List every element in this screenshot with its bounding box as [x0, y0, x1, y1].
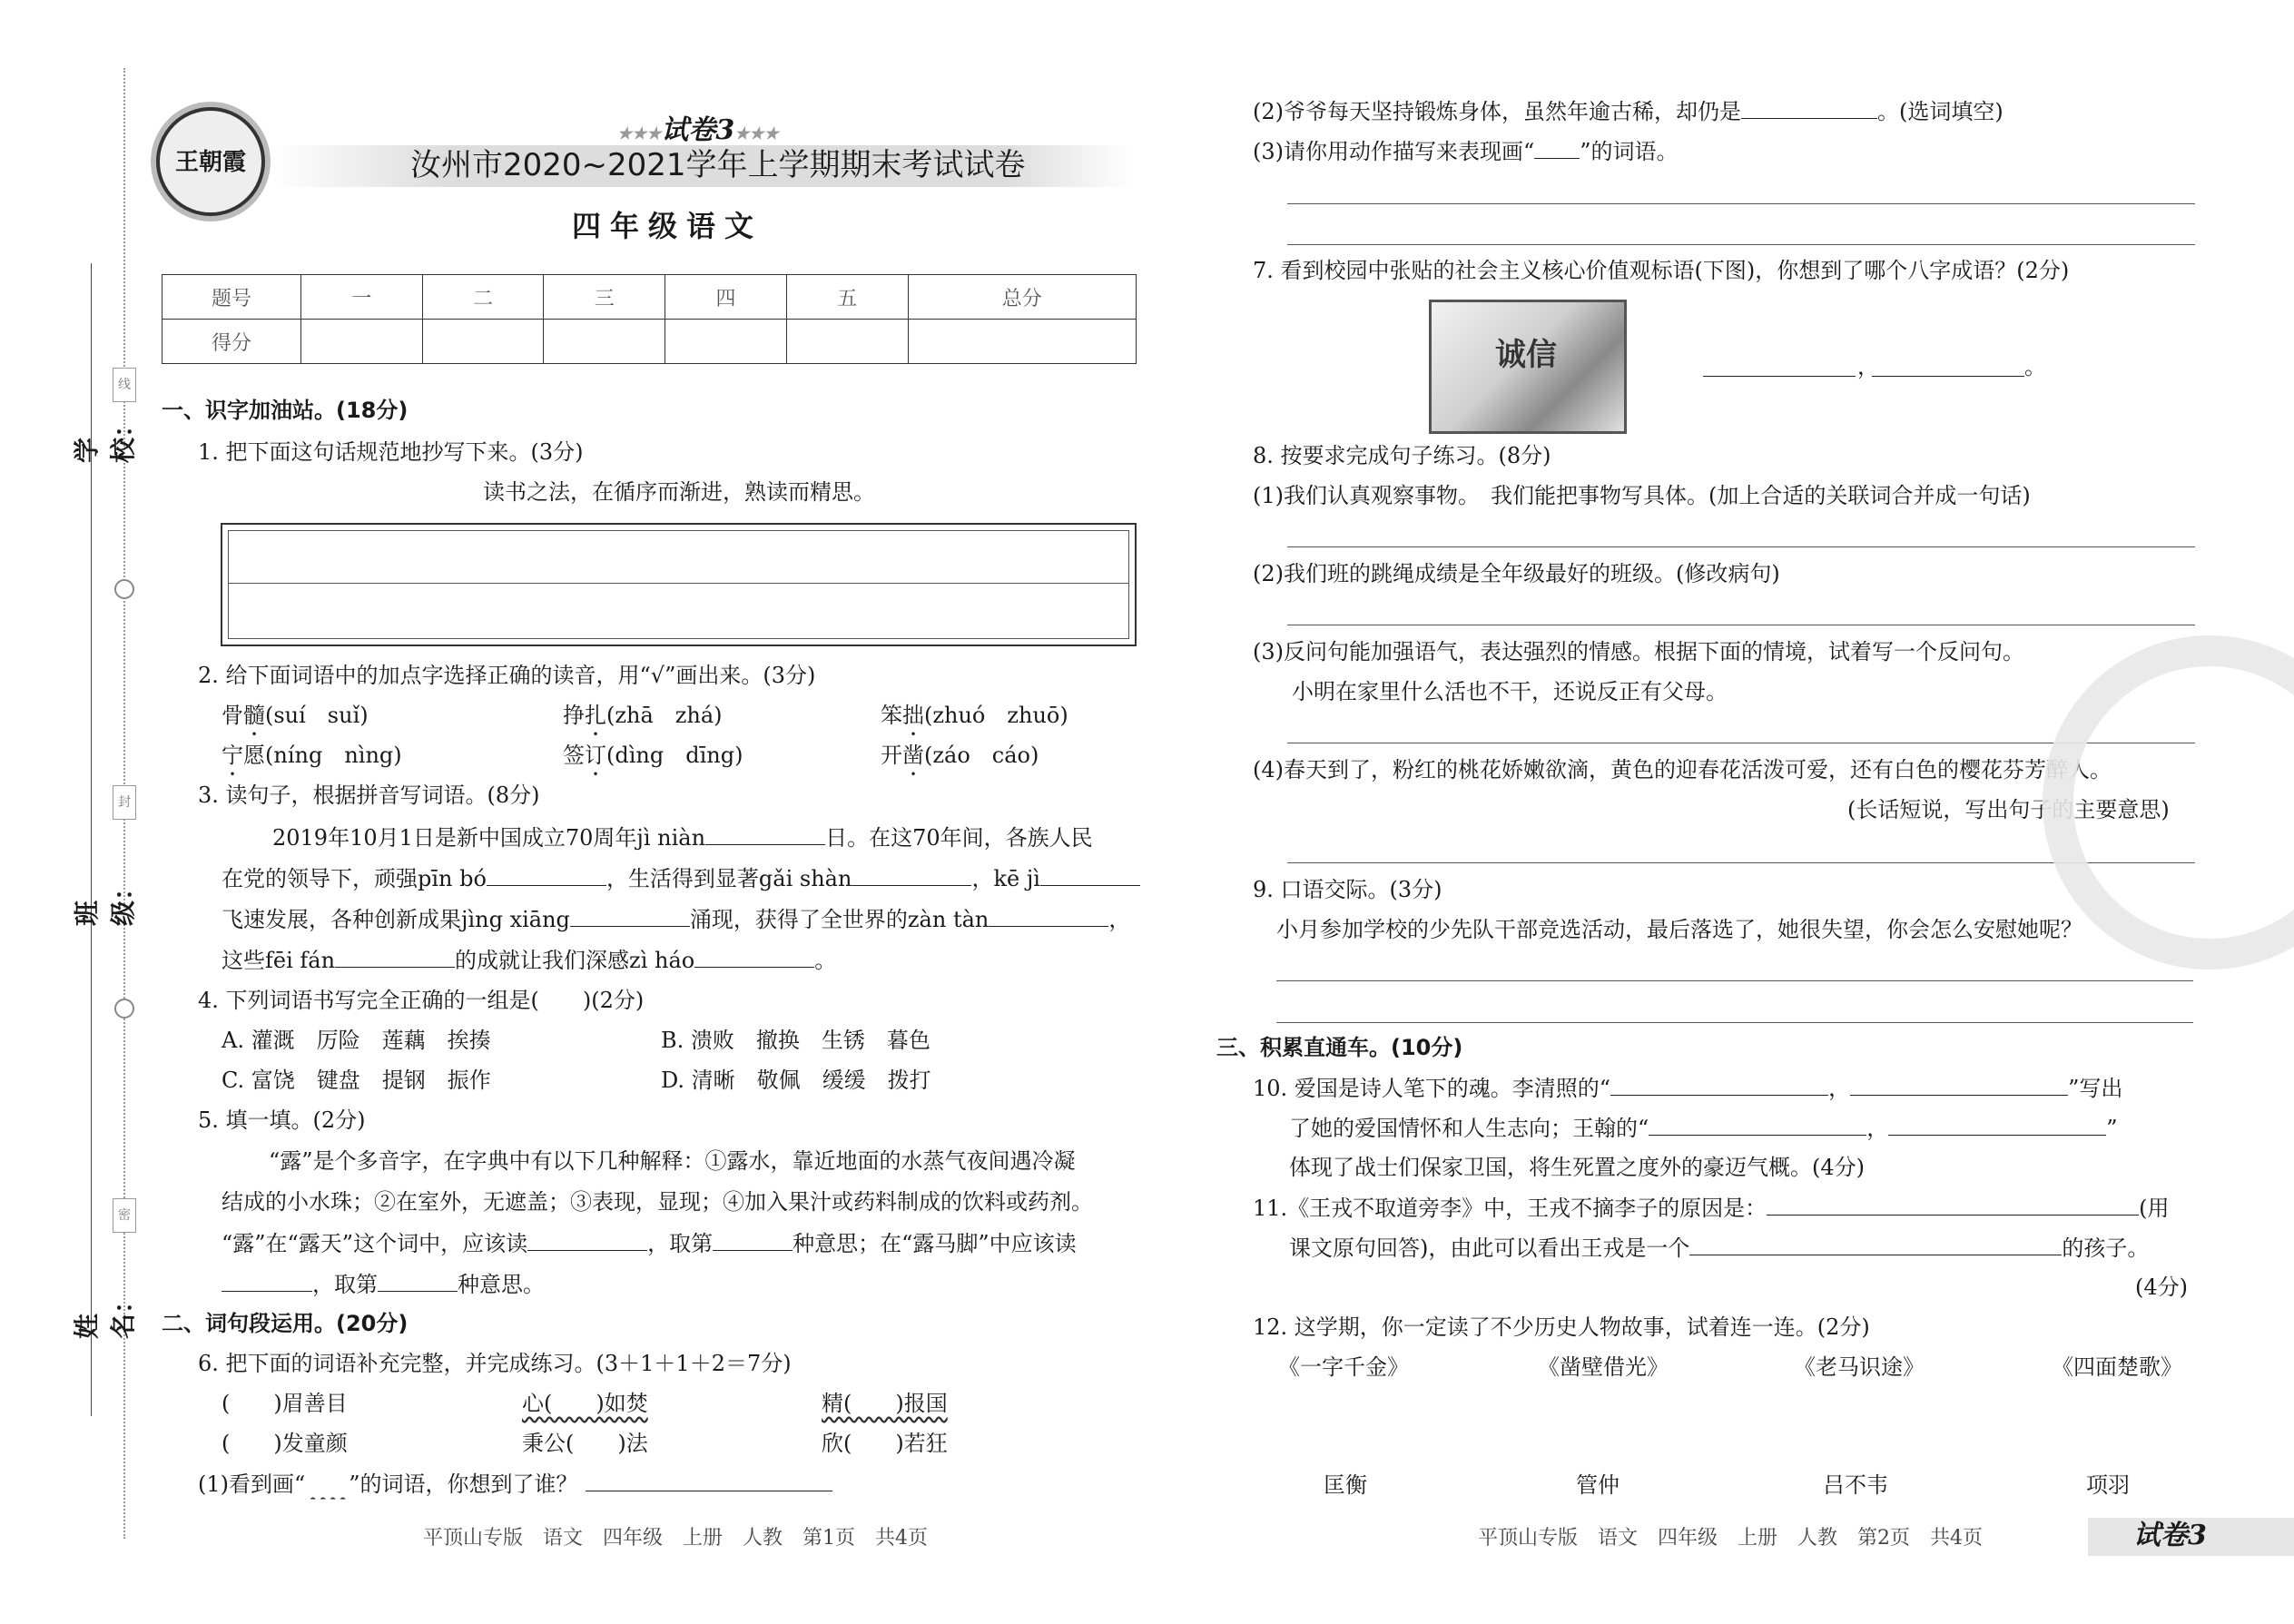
q12-book[interactable]: 《一字千金》: [1278, 1354, 1409, 1380]
q4-option-d[interactable]: D. 清晰 敬佩 缓缓 拨打: [661, 1068, 931, 1093]
answer-blank[interactable]: [335, 947, 455, 968]
answer-blank[interactable]: [1649, 1115, 1866, 1136]
exam-title: 汝州市2020~2021学年上学期期末考试试卷: [410, 147, 1026, 183]
q8-sub-1: (1)我们认真观察事物。 我们能把事物写具体。(加上合适的关联词合并成一句话): [1253, 483, 2031, 508]
q6-sub-3: (3)请你用动作描写来表现画“ ”的词语。: [1253, 139, 1679, 164]
section-2-heading: 二、词句段运用。(20分): [162, 1311, 409, 1336]
name-label: 姓名：: [72, 1287, 138, 1339]
answer-blank[interactable]: [1741, 98, 1877, 119]
score-cell: 题号: [162, 275, 301, 320]
slogan-image-text: 诚信: [1495, 337, 1557, 373]
score-input-cell[interactable]: [786, 320, 908, 364]
answer-blank[interactable]: [1703, 356, 1856, 377]
q5-text: ，取第 种意思。: [222, 1271, 545, 1298]
q10-line: 体现了战士们保家卫国，将生死置之度外的豪迈气概。(4分): [1289, 1155, 1865, 1180]
q9-prompt: 9. 口语交际。(3分): [1253, 877, 1442, 902]
q2-item[interactable]: 骨髓(suí suǐ): [222, 703, 369, 728]
corner-label: 试卷3: [2133, 1520, 2207, 1551]
answer-blank[interactable]: [705, 824, 825, 845]
copy-writing-box[interactable]: [221, 523, 1137, 646]
answer-line[interactable]: [1287, 203, 2195, 204]
answer-blank[interactable]: [1888, 1115, 2106, 1136]
q3-line: 这些fēi fán 的成就让我们深感zì háo 。: [222, 948, 837, 973]
binding-margin: [0, 0, 136, 1624]
q2-prompt: 2. 给下面词语中的加点字选择正确的读音，用“√”画出来。(3分): [198, 663, 816, 688]
q12-person[interactable]: 管仲: [1576, 1472, 1620, 1498]
q12-prompt: 12. 这学期，你一定读了不少历史人物故事，试着连一连。(2分): [1253, 1314, 1870, 1340]
answer-blank[interactable]: [1872, 356, 2024, 377]
q4-option-b[interactable]: B. 溃败 撤换 生锈 暮色: [661, 1028, 930, 1053]
q10-line: 10. 爱国是诗人笔下的魂。李清照的“ ， ”写出: [1253, 1076, 2123, 1101]
brand-logo: [156, 107, 265, 216]
q8-sub-3: (3)反问句能加强语气，表达强烈的情感。根据下面的情境，试着写一个反问句。: [1253, 639, 2024, 664]
score-cell: 总分: [908, 275, 1136, 320]
q1-prompt: 1. 把下面这句话规范地抄写下来。(3分): [198, 439, 584, 465]
answer-blank[interactable]: [570, 906, 690, 927]
seal-mark-feng: 封: [113, 785, 136, 820]
q6-sub-1: (1)看到画“ ”的词语，你想到了谁？: [198, 1471, 832, 1498]
q8-prompt: 8. 按要求完成句子练习。(8分): [1253, 443, 1551, 468]
q12-book[interactable]: 《凿壁借光》: [1538, 1354, 1669, 1380]
q7-prompt: 7. 看到校园中张贴的社会主义核心价值观标语(下图)，你想到了哪个八字成语？(2分): [1253, 258, 2070, 283]
answer-blank[interactable]: [989, 906, 1108, 927]
score-input-cell[interactable]: [544, 320, 665, 364]
answer-blank[interactable]: [1850, 1075, 2068, 1096]
q1-sentence: 读书之法，在循序而渐进，熟读而精思。: [483, 479, 875, 505]
q6-sub-2: (2)爷爷每天坚持锻炼身体，虽然年逾古稀，却仍是 。(选词填空): [1253, 99, 2004, 124]
seal-mark-xian: 线: [113, 368, 136, 402]
q2-item[interactable]: 宁愿(níng nìng): [222, 743, 402, 768]
q9-text: 小月参加学校的少先队干部竞选活动，最后落选了，她很失望，你会怎么安慰她呢？: [1276, 917, 2082, 942]
score-input-cell[interactable]: [301, 320, 423, 364]
answer-line[interactable]: [1276, 980, 2193, 981]
score-input-cell[interactable]: [908, 320, 1136, 364]
q12-person[interactable]: 吕不韦: [1823, 1472, 1888, 1498]
section-1-heading: 一、识字加油站。(18分): [162, 398, 409, 423]
q6-word[interactable]: 秉公( )法: [522, 1431, 648, 1456]
q3-line: 在党的领导下，顽强pīn bó ，生活得到显著gǎi shàn ，kē jì: [222, 865, 1140, 892]
ring-icon: [114, 999, 134, 1019]
answer-blank[interactable]: [1040, 865, 1140, 886]
answer-blank[interactable]: [713, 1230, 793, 1251]
ring-icon: [114, 579, 134, 599]
score-cell: 五: [786, 275, 908, 320]
section-3-heading: 三、积累直通车。(10分): [1216, 1035, 1463, 1060]
q6-word[interactable]: 精( )报国: [822, 1391, 948, 1416]
answer-blank[interactable]: [694, 947, 814, 968]
q3-prompt: 3. 读句子，根据拼音写词语。(8分): [198, 782, 540, 808]
score-input-cell[interactable]: [665, 320, 787, 364]
q6-prompt: 6. 把下面的词语补充完整，并完成练习。(3＋1＋1＋2＝7分): [198, 1351, 792, 1376]
answer-line[interactable]: [1276, 1022, 2193, 1023]
q5-text: 结成的小水珠；②在室外，无遮盖；③表现，显现；④加入果汁或药料制成的饮料或药剂。: [222, 1189, 1093, 1215]
score-cell: 四: [665, 275, 787, 320]
q2-item[interactable]: 开凿(záo cáo): [881, 743, 1039, 768]
q6-word[interactable]: 心( )如焚: [522, 1391, 648, 1416]
footer-left: 平顶山专版 语文 四年级 上册 人教 第1页 共4页: [423, 1527, 928, 1550]
q5-prompt: 5. 填一填。(2分): [198, 1107, 366, 1133]
q6-word[interactable]: ( )发童颜: [222, 1431, 348, 1456]
q3-line: 飞速发展，各种创新成果jìng xiāng 涌现，获得了全世界的zàn tàn ，: [222, 907, 1131, 932]
score-input-cell[interactable]: [422, 320, 544, 364]
q2-item[interactable]: 笨拙(zhuó zhuō): [881, 703, 1068, 728]
slogan-image: [1429, 300, 1627, 434]
q3-line: 2019年10月1日是新中国成立70周年jì niàn 日。在这70年间，各族人民: [272, 825, 1093, 851]
answer-blank[interactable]: [1689, 1235, 2062, 1255]
q7-period: 。: [2024, 354, 2046, 379]
q4-prompt: 4. 下列词语书写完全正确的一组是( )(2分): [198, 988, 645, 1013]
class-label: 班级：: [72, 874, 138, 926]
q4-option-c[interactable]: C. 富饶 键盘 提钢 振作: [222, 1068, 491, 1093]
q12-book[interactable]: 《老马识途》: [1794, 1354, 1925, 1380]
answer-line[interactable]: [1287, 546, 2195, 547]
q6-word[interactable]: 欣( )若狂: [822, 1431, 948, 1456]
score-cell: 一: [301, 275, 423, 320]
school-label: 学校：: [72, 411, 138, 463]
q8-sub-4: (4)春天到了，粉红的桃花娇嫩欲滴，黄色的迎春花活泼可爱，还有白色的樱花芬芳醉人。: [1253, 757, 2112, 782]
footer-right: 平顶山专版 语文 四年级 上册 人教 第2页 共4页: [1478, 1527, 1983, 1550]
q8-sub-4-instruction: (长话短说，写出句子的主要意思): [1847, 797, 2170, 822]
brand-logo-text: 王朝霞: [174, 149, 246, 176]
answer-blank[interactable]: [1767, 1195, 2139, 1216]
score-table: [162, 274, 1137, 364]
paper-label: ★★★试卷3★★★: [617, 114, 779, 146]
q2-item[interactable]: 挣扎(zhā zhá): [563, 703, 723, 728]
answer-blank[interactable]: [1610, 1075, 1828, 1096]
q8-sub-3-context: 小明在家里什么活也不干，还说反正有父母。: [1292, 679, 1728, 704]
score-cell: 三: [544, 275, 665, 320]
q2-item[interactable]: 签订(dìng dīng): [563, 743, 743, 768]
answer-line[interactable]: [1287, 244, 2195, 245]
q5-text: “露”在“露天”这个词中，应该读 ，取第 种意思；在“露马脚”中应该读: [222, 1231, 1077, 1256]
answer-blank[interactable]: [222, 1271, 312, 1292]
q5-text: “露”是个多音字，在字典中有以下几种解释：①露水，靠近地面的水蒸气夜间遇冷凝: [269, 1148, 1076, 1174]
q8-sub-2: (2)我们班的跳绳成绩是全年级最好的班级。(修改病句): [1253, 561, 1780, 586]
q4-option-a[interactable]: A. 灌溉 厉险 莲藕 挨揍: [222, 1028, 491, 1053]
score-cell: 得分: [162, 320, 301, 364]
q6-word[interactable]: ( )眉善目: [222, 1391, 348, 1416]
answer-blank[interactable]: [378, 1271, 458, 1292]
q7-comma: ，: [1857, 354, 1879, 379]
score-cell: 二: [422, 275, 544, 320]
q11-score: (4分): [2135, 1275, 2188, 1300]
q12-person[interactable]: 匡衡: [1324, 1472, 1367, 1498]
answer-blank[interactable]: [487, 865, 606, 886]
answer-blank[interactable]: [586, 1471, 832, 1491]
q10-line: 了她的爱国情怀和人生志向；王翰的“ ， ”: [1289, 1116, 2118, 1141]
q11-line: 11.《王戎不取道旁李》中，王戎不摘李子的原因是： (用: [1253, 1196, 2170, 1221]
q12-person[interactable]: 项羽: [2086, 1472, 2130, 1498]
seal-mark-mi: 密: [113, 1198, 136, 1233]
q11-line: 课文原句回答)，由此可以看出王戎是一个 的孩子。: [1289, 1235, 2150, 1261]
answer-blank[interactable]: [852, 865, 971, 886]
q12-book[interactable]: 《四面楚歌》: [2052, 1354, 2182, 1380]
subject-title: 四年级语文: [572, 209, 763, 243]
answer-blank[interactable]: [527, 1230, 647, 1251]
